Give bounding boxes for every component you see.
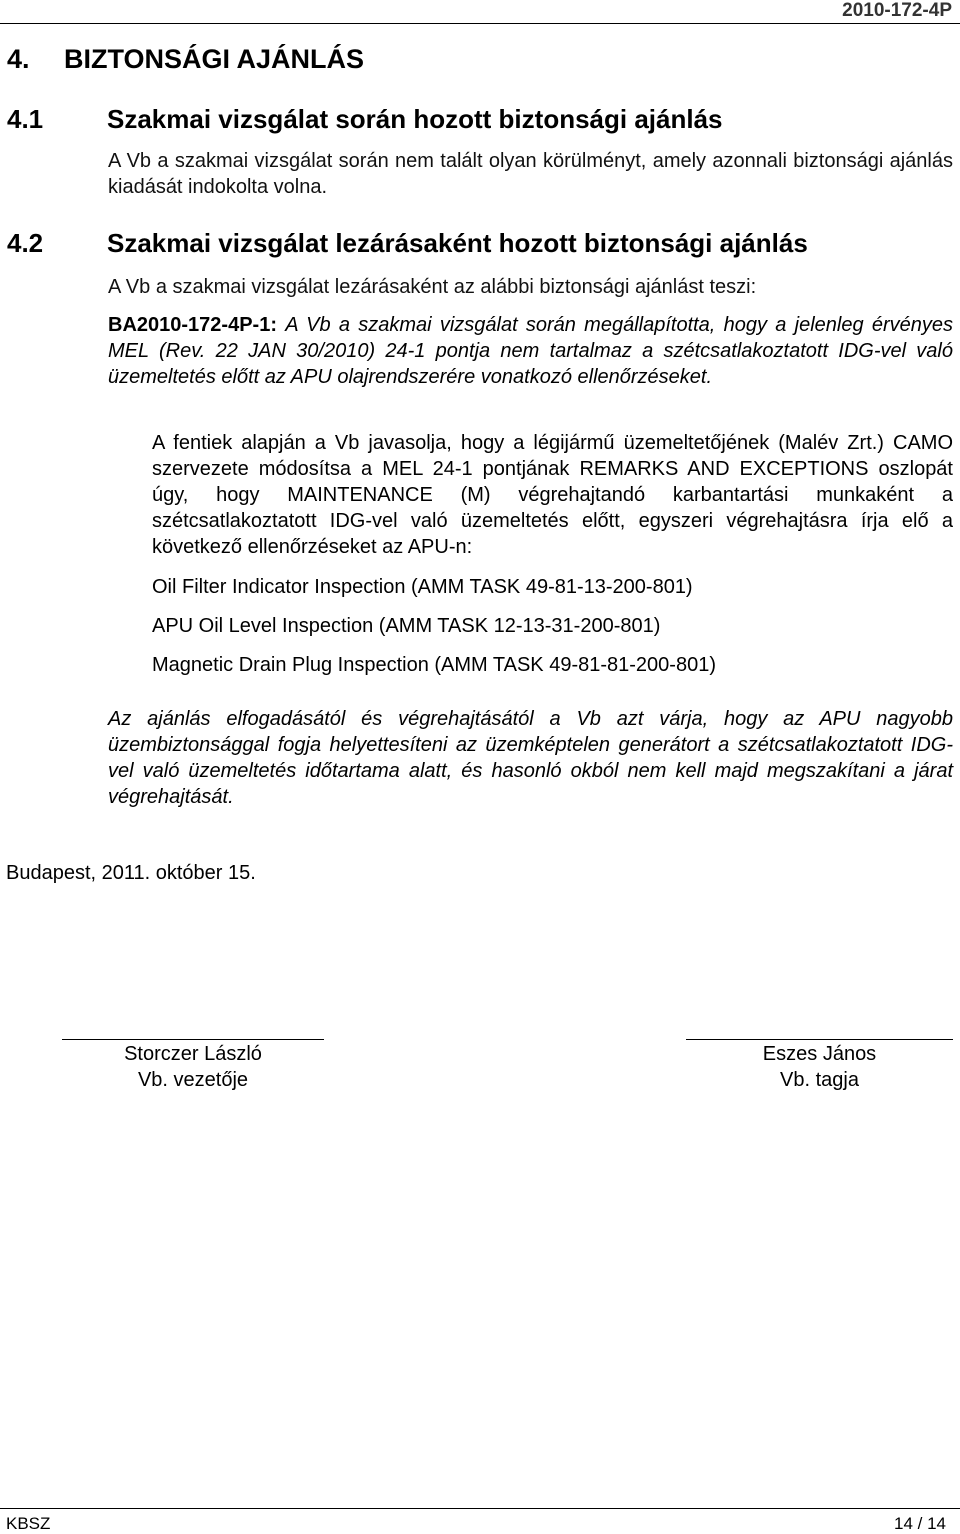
document-code: 2010-172-4P	[842, 0, 952, 21]
signatory-role: Vb. tagja	[780, 1069, 859, 1091]
signature-line-left	[62, 1039, 324, 1040]
place-and-date: Budapest, 2011. október 15.	[6, 862, 256, 884]
task-item: APU Oil Level Inspection (AMM TASK 12-13-31-200-801)	[152, 615, 661, 637]
section-4-title: BIZTONSÁGI AJÁNLÁS	[64, 44, 365, 74]
footer-divider	[0, 1508, 960, 1509]
header-divider	[0, 23, 960, 24]
page-number: 14 / 14	[894, 1514, 946, 1533]
recommendation-id: BA2010-172-4P-1:	[108, 314, 277, 336]
signature-line-right	[686, 1039, 953, 1040]
section-4-1-heading	[7, 104, 723, 135]
section-4-2-intro: A Vb a szakmai vizsgálat lezárásaként az alábbi biztonsági ajánlást teszi:	[108, 276, 757, 298]
signature-left	[62, 1041, 324, 1093]
footer-organization: KBSZ	[6, 1514, 51, 1533]
section-4-2-heading	[7, 228, 808, 259]
signature-right	[686, 1041, 953, 1093]
section-4-heading	[7, 44, 364, 75]
signatory-role: Vb. vezetője	[137, 1069, 249, 1091]
recommendation-text: A Vb a szakmai vizsgálat során megállapította, hogy a jelenleg érvényes MEL (Rev. 22 JAN 30/2010) 24-1 pontja nem tartalmaz a szétcsatlakoztatott IDG-vel való üzemeltetés előtt az APU olajrendszerére vonatkozó ellenőrzéseket.	[108, 314, 953, 388]
section-4-number: 4.	[7, 44, 30, 74]
section-4-2-title: Szakmai vizsgálat lezárásaként hozott biztonsági ajánlás	[107, 228, 808, 258]
recommendation-paragraph	[108, 312, 953, 390]
section-4-1-body: A Vb a szakmai vizsgálat során nem talált olyan körülményt, amely azonnali biztonsági ajánlás kiadását indokolta volna.	[108, 150, 953, 198]
task-item: Oil Filter Indicator Inspection (AMM TASK 49-81-13-200-801)	[152, 576, 693, 598]
section-4-2-number: 4.2	[7, 228, 44, 258]
recommendation-proposal: A fentiek alapján a Vb javasolja, hogy a légijármű üzemeltetőjének (Malév Zrt.) CAMO szervezete módosítsa a MEL 24-1 pontjának REMARKS AND EXCEPTIONS oszlopát úgy, hogy MAINTENANCE (M) végrehajtandó karbantartási munkaként a szétcsatlakoztatott IDG-vel való üzemeltetés előtt, egyszeri végrehajtásra írja elő a következő ellenőrzéseket az APU-n:	[152, 432, 953, 558]
signatory-name: Storczer László	[124, 1043, 262, 1065]
recommendation-expectation: Az ajánlás elfogadásától és végrehajtásától a Vb azt várja, hogy az APU nagyobb üzembiztonsággal fogja helyettesíteni az üzemképtelen generátort a szétcsatlakoztatott IDG-vel való üzemeltetés időtartama alatt, és hasonló okból nem kell majd megszakítani a járat végrehajtását.	[108, 708, 953, 808]
signatory-name: Eszes János	[762, 1043, 877, 1065]
section-4-1-title: Szakmai vizsgálat során hozott biztonsági ajánlás	[107, 104, 723, 134]
task-item: Magnetic Drain Plug Inspection (AMM TASK 49-81-81-200-801)	[152, 654, 716, 676]
section-4-1-number: 4.1	[7, 104, 44, 134]
